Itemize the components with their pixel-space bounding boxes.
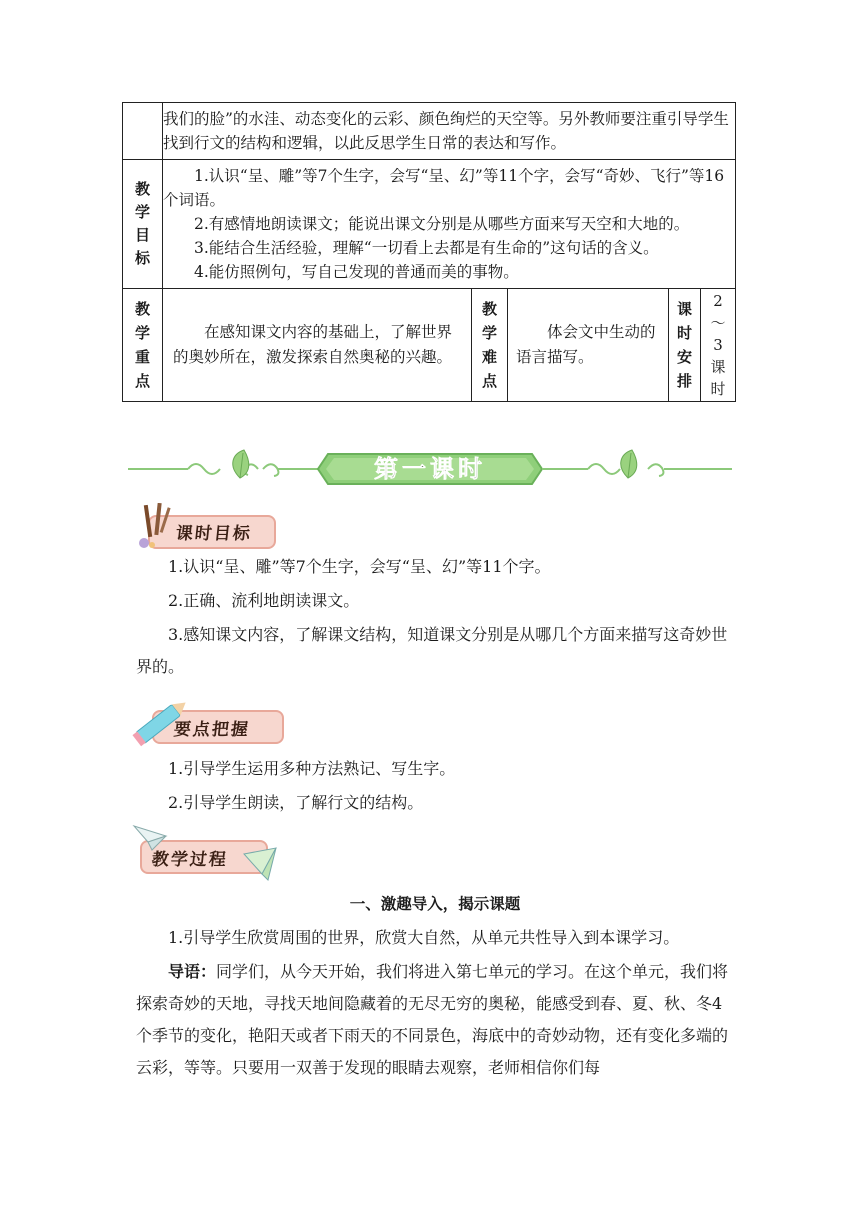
key-points-badge xyxy=(130,694,290,748)
banner-decoration xyxy=(128,444,732,494)
guide-label: 导语： xyxy=(168,962,217,981)
objective-item: 1.认识“呈、雕”等7个生字，会写“呈、幻”等11个字。 xyxy=(168,557,551,576)
schedule-header xyxy=(669,289,701,402)
table-row-goals xyxy=(123,160,736,289)
objectives-badge xyxy=(130,503,280,551)
goals-header xyxy=(123,160,163,289)
banner-title: 第一课时 xyxy=(374,455,486,483)
schedule-header-label: 课时安排 xyxy=(676,300,692,390)
paper-plane-icon xyxy=(130,822,170,858)
section-heading: 一、激趣导入，揭示课题 xyxy=(349,895,521,913)
goals-cell xyxy=(163,160,736,289)
difficulty-cell xyxy=(508,289,669,402)
continuation-cell xyxy=(163,103,736,160)
schedule-value: 2～3课时 xyxy=(710,292,726,398)
key-header xyxy=(123,289,163,402)
table-row-key-points xyxy=(123,289,736,402)
table-row-continuation xyxy=(123,103,736,160)
goal-item: 3.能结合生活经验，理解“一切看上去都是有生命的”这句话的含义。 xyxy=(194,239,659,257)
objective-item: 2.正确、流利地朗读课文。 xyxy=(168,591,360,610)
lesson-banner xyxy=(128,444,732,494)
goals-header-label: 教学目标 xyxy=(134,180,150,267)
difficulty-text: 体会文中生动的语言描写。 xyxy=(516,323,656,366)
key-header-label: 教学重点 xyxy=(134,300,150,390)
key-points-badge-label: 要点把握 xyxy=(172,720,251,740)
key-point-item: 1.引导学生运用多种方法熟记、写生字。 xyxy=(168,759,456,778)
process-badge xyxy=(130,822,280,882)
lesson-plan-table xyxy=(122,102,736,402)
guide-text: 同学们，从今天开始，我们将进入第七单元的学习。在这个单元，我们将探索奇妙的天地，寻找天地间隐藏着的无尽无穷的奥秘，能感受到春、夏、秋、冬4个季节的变化，艳阳天或者下雨天的不同景色，海底中的奇妙动物，还有变化多端的云彩，等等。只要用一双善于发现的眼睛去观察，老师相信你们每 xyxy=(136,962,729,1077)
goal-item: 4.能仿照例句，写自己发现的普通而美的事物。 xyxy=(194,263,519,281)
difficulty-header xyxy=(472,289,508,402)
process-badge-label: 教学过程 xyxy=(150,850,229,870)
key-cell xyxy=(163,289,472,402)
objective-item: 3.感知课文内容，了解课文结构，知道课文分别是从哪几个方面来描写这奇妙世界的。 xyxy=(136,625,728,676)
key-text: 在感知课文内容的基础上，了解世界的奥妙所在，激发探索自然奥秘的兴趣。 xyxy=(173,323,453,366)
objectives-badge-label: 课时目标 xyxy=(174,524,253,544)
key-point-item: 2.引导学生朗读，了解行文的结构。 xyxy=(168,793,424,812)
difficulty-header-label: 教学难点 xyxy=(481,300,497,390)
goal-item: 1.认识“呈、雕”等7个生字，会写“呈、幻”等11个字，会写“奇妙、飞行”等16个词语。 xyxy=(163,167,725,209)
continuation-text: 我们的脸”的水洼、动态变化的云彩、颜色绚烂的天空等。另外教师要注重引导学生找到行文的结构和逻辑，以此反思学生日常的表达和写作。 xyxy=(163,110,729,152)
goal-item: 2.有感情地朗读课文；能说出课文分别是从哪些方面来写天空和大地的。 xyxy=(194,215,690,233)
guide-paragraph xyxy=(136,956,734,1084)
empty-header-cell xyxy=(123,103,163,160)
process-step: 1.引导学生欣赏周围的世界，欣赏大自然，从单元共性导入到本课学习。 xyxy=(168,928,680,947)
schedule-cell xyxy=(701,289,736,402)
paper-plane-icon xyxy=(242,844,282,884)
